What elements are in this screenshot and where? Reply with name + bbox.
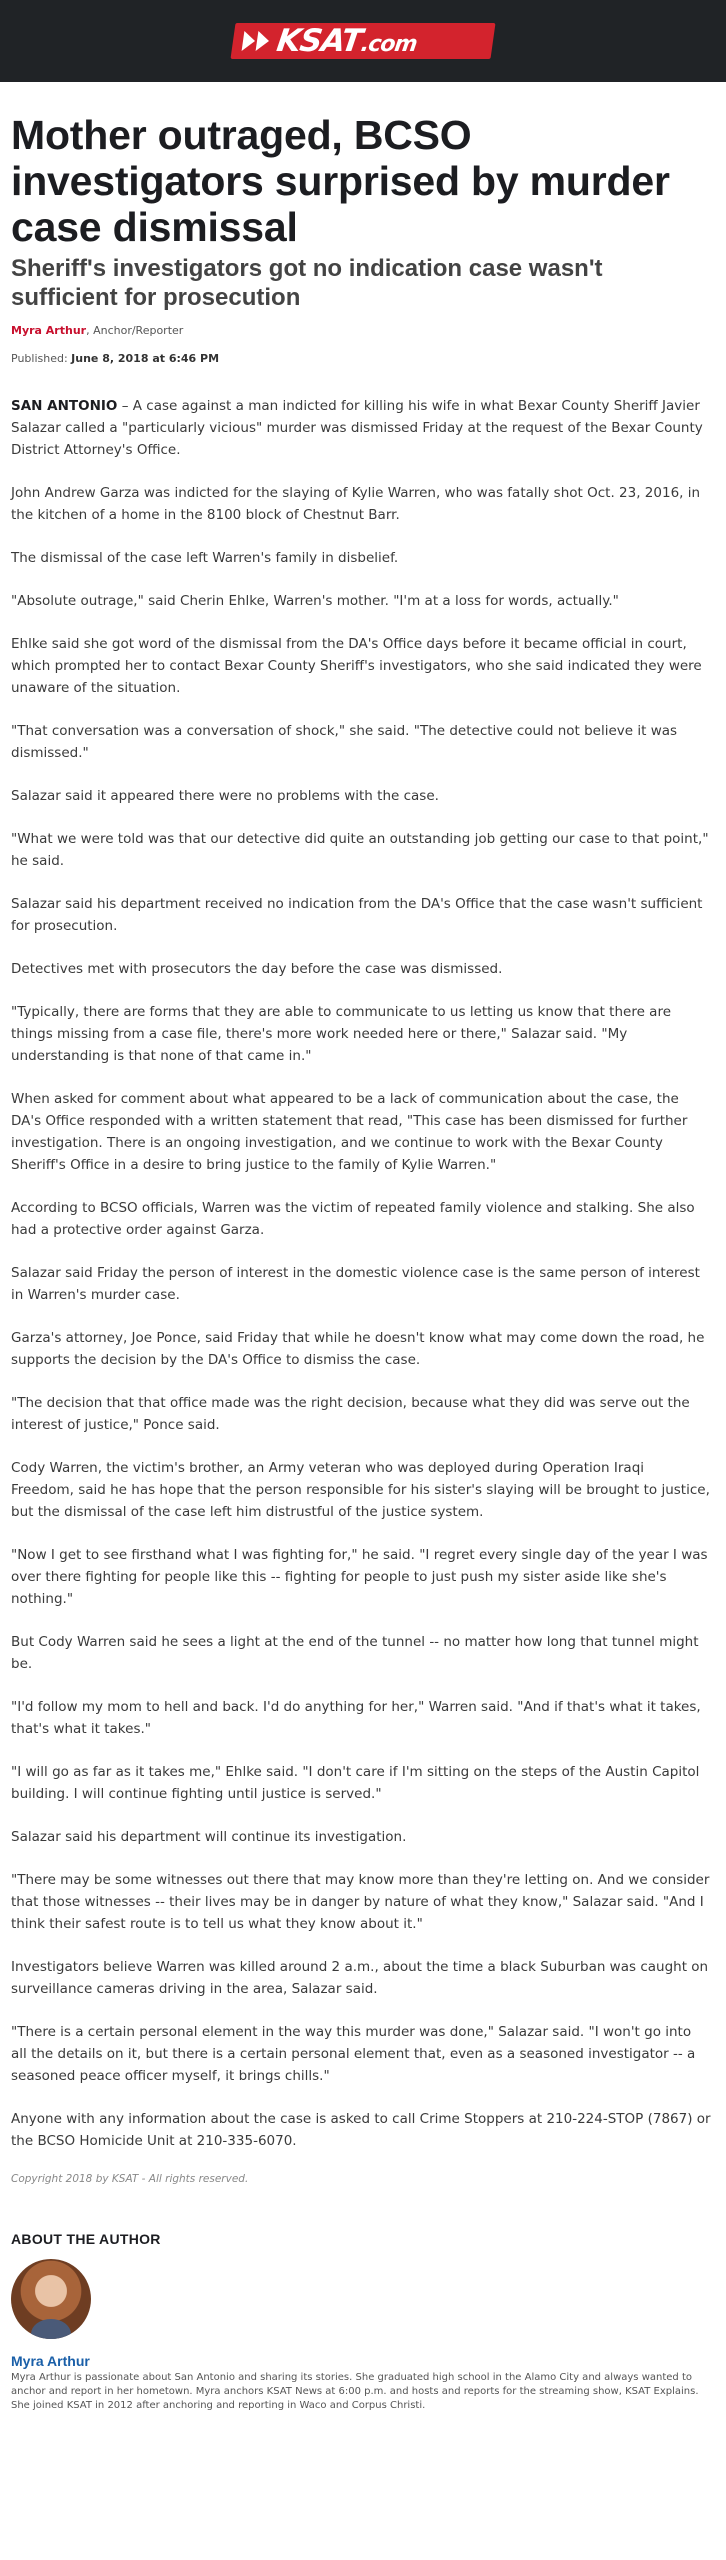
article-paragraph: "I will go as far as it takes me," Ehlke said. "I don't care if I'm sitting on the steps of the Austin Capitol building. I will continue fighting until justice is served." — [11, 1764, 700, 1802]
article-paragraph — [11, 395, 715, 461]
article-paragraph: Anyone with any information about the case is asked to call Crime Stoppers at 210-224-STOP (7867) or the BCSO Homicide Unit at 210-335-6070. — [11, 2111, 711, 2149]
article — [0, 112, 726, 2413]
article-paragraph: "Now I get to see firsthand what I was fighting for," he said. "I regret every single day of the year I was over there fighting for people like this -- fighting for people to just push my sister aside like she's nothing." — [11, 1547, 708, 1607]
article-paragraph: Garza's attorney, Joe Ponce, said Friday that while he doesn't know what may come down the road, he supports the decision by the DA's Office to dismiss the case. — [11, 1330, 705, 1368]
ksat-logo[interactable] — [230, 23, 495, 59]
article-subhead: Sheriff's investigators got no indication case wasn't sufficient for prosecution — [11, 255, 603, 311]
article-paragraph: But Cody Warren said he sees a light at the end of the tunnel -- no matter how long that tunnel might be. — [11, 1634, 699, 1672]
article-paragraph: Salazar said his department received no indication from the DA's Office that the case wasn't sufficient for prosecution. — [11, 896, 703, 934]
article-body — [11, 395, 715, 2152]
article-paragraph: Salazar said it appeared there were no problems with the case. — [11, 788, 439, 804]
byline — [11, 324, 715, 337]
article-paragraph: "Absolute outrage," said Cherin Ehlke, Warren's mother. "I'm at a loss for words, actually." — [11, 593, 619, 609]
article-paragraph: Detectives met with prosecutors the day before the case was dismissed. — [11, 961, 503, 977]
about-author — [11, 2231, 715, 2413]
article-paragraph: Cody Warren, the victim's brother, an Army veteran who was deployed during Operation Iraqi Freedom, said he has hope that the person responsible for his sister's slaying will be brought to justice, but the dismissal of the case left him distrustful of the justice system. — [11, 1460, 710, 1520]
article-paragraph: According to BCSO officials, Warren was the victim of repeated family violence and stalking. She also had a protective order against Garza. — [11, 1200, 695, 1238]
copyright-notice: Copyright 2018 by KSAT - All rights reserved. — [11, 2173, 249, 2185]
article-paragraph: When asked for comment about what appeared to be a lack of communication about the case, the DA's Office responded with a written statement that read, "This case has been dismissed for further investigation. There is an ongoing investigation, and we continue to work with the Bexar County Sheriff's Office in a desire to bring justice to the family of Kylie Warren." — [11, 1091, 688, 1173]
author-link[interactable]: Myra Arthur — [11, 324, 87, 337]
article-paragraph: "Typically, there are forms that they are able to communicate to us letting us know that there are things missing from a case file, there's more work needed here or there," Salazar said. "My understanding is that none of that came in." — [11, 1004, 672, 1064]
logo-text: KSAT.com — [274, 23, 419, 59]
article-paragraph: Investigators believe Warren was killed around 2 a.m., about the time a black Suburban was caught on surveillance cameras driving in the area, Salazar said. — [11, 1959, 709, 1997]
article-paragraph: Ehlke said she got word of the dismissal from the DA's Office days before it became official in court, which prompted her to contact Bexar County Sheriff's investigators, who she said indicated they were unaware of the situation. — [11, 636, 702, 696]
article-paragraph: "I'd follow my mom to hell and back. I'd do anything for her," Warren said. "And if that's what it takes, that's what it takes." — [11, 1699, 701, 1737]
published-value: June 8, 2018 at 6:46 PM — [71, 352, 220, 365]
author-avatar[interactable] — [11, 2259, 91, 2339]
author-bio: Myra Arthur is passionate about San Antonio and sharing its stories. She graduated high school in the Alamo City and always wanted to anchor and report in her hometown. Myra anchors KSAT News at 6:00 p.m. and hosts and reports for the streaming show, KSAT Explains. She joined KSAT in 2012 after anchoring and reporting in Waco and Corpus Christi. — [11, 2372, 699, 2411]
article-paragraph: Salazar said Friday the person of interest in the domestic violence case is the same person of interest in Warren's murder case. — [11, 1265, 700, 1303]
article-headline: Mother outraged, BCSO investigators surprised by murder case dismissal — [11, 112, 670, 250]
about-author-title: ABOUT THE AUTHOR — [11, 2231, 161, 2247]
logo-chevron-icon — [242, 31, 273, 51]
lead-text: – A case against a man indicted for killing his wife in what Bexar County Sheriff Javier Salazar called a "particularly vicious" murder was dismissed Friday at the request of the Bexar County District Attorney's Office. — [11, 398, 703, 458]
article-paragraph: The dismissal of the case left Warren's family in disbelief. — [11, 550, 399, 566]
article-paragraph: "The decision that that office made was the right decision, because what they did was serve out the interest of justice," Ponce said. — [11, 1395, 690, 1433]
article-paragraph: "That conversation was a conversation of shock," she said. "The detective could not believe it was dismissed." — [11, 723, 678, 761]
published-label: Published: — [11, 352, 72, 365]
article-paragraph: "What we were told was that our detective did quite an outstanding job getting our case to that point," he said. — [11, 831, 709, 869]
site-header — [0, 0, 726, 82]
article-paragraph: John Andrew Garza was indicted for the slaying of Kylie Warren, who was fatally shot Oct. 23, 2016, in the kitchen of a home in the 8100 block of Chestnut Barr. — [11, 485, 701, 523]
article-paragraph: Salazar said his department will continue its investigation. — [11, 1829, 407, 1845]
dateline: SAN ANTONIO — [11, 398, 118, 414]
author-role: , Anchor/Reporter — [86, 324, 184, 337]
published-date — [11, 352, 715, 365]
author-name-link[interactable]: Myra Arthur — [11, 2353, 90, 2369]
article-paragraph: "There is a certain personal element in the way this murder was done," Salazar said. "I won't go into all the details on it, but there is a certain personal element that, even as a seasoned investigator -- a seasoned peace officer myself, it brings chills." — [11, 2024, 696, 2084]
article-paragraph: "There may be some witnesses out there that may know more than they're letting on. And we consider that those witnesses -- their lives may be in danger by nature of what they know," Salazar said. "And I think their safest route is to tell us what they know about it." — [11, 1872, 710, 1932]
